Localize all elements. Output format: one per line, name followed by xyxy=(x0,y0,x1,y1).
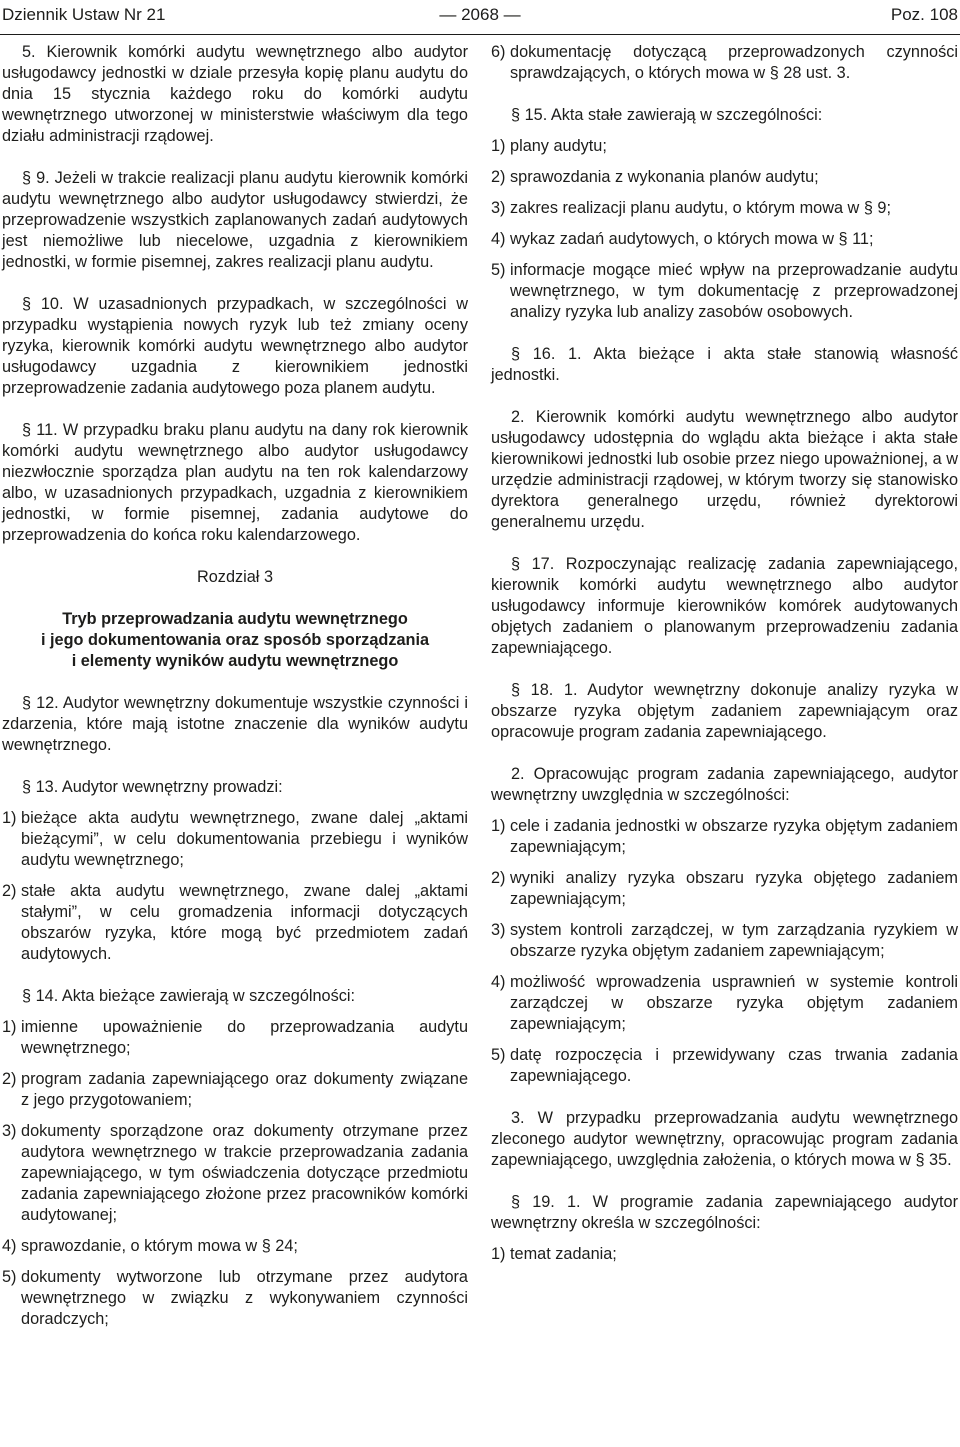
journal-title: Dziennik Ustaw Nr 21 xyxy=(2,5,166,24)
list-item xyxy=(2,1017,468,1059)
list-item xyxy=(491,198,958,219)
list-item xyxy=(491,972,958,1035)
list-item-number: 4) xyxy=(491,973,511,991)
page-header xyxy=(0,0,960,35)
list-item-text: sprawozdanie, o którym mowa w § 24; xyxy=(21,1237,298,1255)
chapter-title-line-2: i jego dokumentowania oraz sposób sporządzania xyxy=(40,631,430,649)
chapter-title-line-1: Tryb przeprowadzania audytu wewnętrznego xyxy=(62,610,408,628)
list-item-number: 3) xyxy=(491,199,511,217)
section-16-2: 2. Kierownik komórki audytu wewnętrznego albo audytor usługodawcy udostępnia do wglądu akta bieżące i akta stałe kierownikowi jednostki lub osobie przez niego upoważnionej, a w urzędzie administracji rządowej, w którym tworzy się stanowisko dyrektora generalnego urzędu, również dyrektorowi generalnemu urzędu. xyxy=(491,408,958,531)
list-item xyxy=(2,1236,468,1257)
list-item xyxy=(2,1121,468,1226)
list-item-number: 1) xyxy=(2,809,22,827)
list-item-number: 4) xyxy=(2,1237,22,1255)
list-item xyxy=(491,260,958,323)
list-item xyxy=(491,920,958,962)
list-item-number: 5) xyxy=(2,1268,22,1286)
list-item-text: informacje mogące mieć wpływ na przeprowadzanie audytu wewnętrznego, w tym dokumentację z przeprowadzonej analizy ryzyka lub analizy zasobów osobowych. xyxy=(510,261,958,321)
list-item xyxy=(2,1267,468,1330)
page-number: — 2068 — xyxy=(439,5,521,24)
list-item-text: dokumenty sporządzone oraz dokumenty otrzymane przez audytora wewnętrznego w trakcie przeprowadzania zadania zapewniającego, w tym oświadczenia dotyczące przedmiotu zadania zapewniającego złożone przez pracowników komórki audytowanej; xyxy=(21,1122,468,1224)
section-18-3: 3. W przypadku przeprowadzania audytu wewnętrznego zleconego audytor wewnętrzny, opracowując program zadania zapewniającego, uwzględnia założenia, o których mowa w § 35. xyxy=(491,1109,958,1169)
section-17: § 17. Rozpoczynając realizację zadania zapewniającego, kierownik komórki audytu wewnętrznego albo audytor usługodawcy informuje kierowników komórek audytowanych objętych zadaniem o planowanym przeprowadzeniu zadania zapewniającego. xyxy=(491,555,958,657)
list-item-text: dokumenty wytworzone lub otrzymane przez audytora wewnętrznego w związku z wykonywaniem czynności doradczych; xyxy=(21,1268,468,1328)
list-item xyxy=(491,1045,958,1087)
list-item-number: 2) xyxy=(2,1070,22,1088)
list-item-text: stałe akta audytu wewnętrznego, zwane dalej „aktami stałymi”, w celu gromadzenia informacji dotyczących obszarów ryzyka, które mogą być przedmiotem zadań audytowych. xyxy=(21,882,468,963)
right-column xyxy=(491,42,958,1265)
list-item xyxy=(491,229,958,250)
paragraph-5: 5. Kierownik komórki audytu wewnętrznego albo audytor usługodawcy jednostki w dziale przesyła kopię planu audytu do dnia 15 stycznia każdego roku do komórki audytu wewnętrznego utworzonej w ministerstwie właściwym dla tego działu administracji rządowej. xyxy=(2,43,468,145)
list-item-number: 3) xyxy=(2,1122,22,1140)
list-item-text: cele i zadania jednostki w obszarze ryzyka objętym zadaniem zapewniającym; xyxy=(510,817,958,856)
chapter-title-line-3: i elementy wyników audytu wewnętrznego xyxy=(71,652,399,670)
list-item-number: 4) xyxy=(491,230,511,248)
list-item-text: system kontroli zarządczej, w tym zarządzania ryzykiem w obszarze ryzyka objętym zadaniem zapewniającym; xyxy=(510,921,958,960)
list-item-number: 1) xyxy=(491,817,511,835)
list-item-number: 2) xyxy=(491,869,511,887)
list-item-number: 2) xyxy=(2,882,22,900)
section-9: § 9. Jeżeli w trakcie realizacji planu audytu kierownik komórki audytu wewnętrznego albo audytor usługodawcy stwierdzi, że przeprowadzenie wszystkich zaplanowanych zadań audytowych jest niemożliwe lub niecelowe, uzgadnia z kierownikiem jednostki, w formie pisemnej, zakres realizacji planu audytu. xyxy=(2,169,468,271)
list-item-text: wyniki analizy ryzyka obszaru ryzyka objętego zadaniem zapewniającym; xyxy=(510,869,958,908)
list-item-text: możliwość wprowadzenia usprawnień w systemie kontroli zarządczej w obszarze ryzyka objętym zadaniem zapewniającym; xyxy=(510,973,958,1033)
list-item xyxy=(491,42,958,84)
section-16-1: § 16. 1. Akta bieżące i akta stałe stanowią własność jednostki. xyxy=(491,345,958,384)
list-item-text: bieżące akta audytu wewnętrznego, zwane dalej „aktami bieżącymi”, w celu dokumentowania przebiegu i wyników audytu wewnętrznego; xyxy=(21,809,468,869)
list-item xyxy=(491,1244,958,1265)
list-item-text: temat zadania; xyxy=(510,1245,617,1263)
position-number: Poz. 108 xyxy=(890,5,958,24)
section-18-1: § 18. 1. Audytor wewnętrzny dokonuje analizy ryzyka w obszarze ryzyka objętym zadaniem zapewniającym oraz opracowuje program zadania zapewniającego. xyxy=(491,681,958,741)
list-item-number: 2) xyxy=(491,168,511,186)
list-item-number: 1) xyxy=(491,1245,511,1263)
list-item-text: plany audytu; xyxy=(510,137,607,155)
list-item-text: datę rozpoczęcia i przewidywany czas trwania zadania zapewniającego. xyxy=(510,1046,958,1085)
list-item-text: zakres realizacji planu audytu, o którym mowa w § 9; xyxy=(510,199,891,217)
list-item-number: 1) xyxy=(491,137,511,155)
list-item xyxy=(2,808,468,871)
list-item xyxy=(491,816,958,858)
list-item-text: wykaz zadań audytowych, o których mowa w § 11; xyxy=(510,230,874,248)
section-18-2: 2. Opracowując program zadania zapewniającego, audytor wewnętrzny uwzględnia w szczególności: xyxy=(491,765,958,804)
list-item xyxy=(491,167,958,188)
section-11: § 11. W przypadku braku planu audytu na dany rok kierownik komórki audytu wewnętrznego albo audytor usługodawcy niezwłocznie sporządza plan audytu na ten rok kalendarzowy albo, w uzasadnionych przypadkach, uzgadnia z kierownikiem jednostki, w formie pisemnej, zadania audytowe do przeprowadzenia do końca roku kalendarzowego. xyxy=(2,421,468,544)
section-15: § 15. Akta stałe zawierają w szczególności: xyxy=(511,106,823,124)
list-item xyxy=(491,868,958,910)
list-item-text: dokumentację dotyczącą przeprowadzonych czynności sprawdzających, o których mowa w § 28 ust. 3. xyxy=(510,43,958,82)
section-14: § 14. Akta bieżące zawierają w szczególności: xyxy=(22,987,356,1005)
list-item-text: imienne upoważnienie do przeprowadzania audytu wewnętrznego; xyxy=(21,1018,468,1057)
list-item-number: 5) xyxy=(491,261,511,279)
section-13: § 13. Audytor wewnętrzny prowadzi: xyxy=(22,778,283,796)
section-12: § 12. Audytor wewnętrzny dokumentuje wszystkie czynności i zdarzenia, które mają istotne znaczenie dla wyników audytu wewnętrznego. xyxy=(2,694,468,754)
section-10: § 10. W uzasadnionych przypadkach, w szczególności w przypadku wystąpienia nowych ryzyk lub też zmiany oceny ryzyka, kierownik komórki audytu wewnętrznego albo audytor usługodawcy uzgadnia z kierownikiem jednostki przeprowadzenie zadania audytowego poza planem audytu. xyxy=(2,295,468,397)
list-item-text: program zadania zapewniającego oraz dokumenty związane z jego przygotowaniem; xyxy=(21,1070,468,1109)
list-item xyxy=(2,1069,468,1111)
list-item-number: 5) xyxy=(491,1046,511,1064)
list-item-number: 1) xyxy=(2,1018,22,1036)
left-column xyxy=(2,42,468,1330)
list-item-number: 3) xyxy=(491,921,511,939)
list-item xyxy=(491,136,958,157)
chapter-label: Rozdział 3 xyxy=(196,568,274,586)
list-item-number: 6) xyxy=(491,43,511,61)
list-item-text: sprawozdania z wykonania planów audytu; xyxy=(510,168,819,186)
chapter-title xyxy=(2,609,468,672)
section-19-1: § 19. 1. W programie zadania zapewniającego audytor wewnętrzny określa w szczególności: xyxy=(491,1193,958,1232)
list-item xyxy=(2,881,468,965)
